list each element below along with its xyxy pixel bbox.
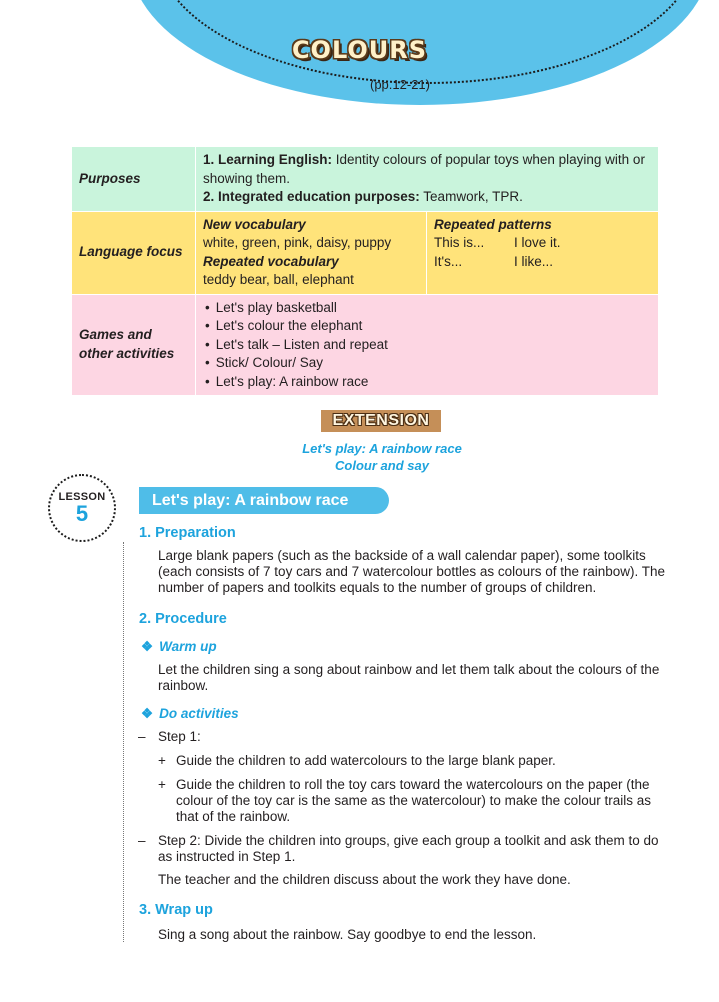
list-item: • Let's talk – Listen and repeat	[203, 336, 651, 355]
list-item: • Let's play basketball	[203, 299, 651, 318]
extension-subtitle-1: Let's play: A rainbow race	[302, 441, 462, 456]
pattern-a: This is...	[434, 235, 485, 250]
new-vocab-title: New vocabulary	[203, 216, 306, 232]
preparation-heading: 1. Preparation	[139, 525, 236, 541]
warmup-title: Warm up	[159, 639, 217, 654]
purposes-label: Purposes	[72, 147, 196, 212]
list-item: • Let's play: A rainbow race	[203, 373, 651, 392]
preparation-text: Large blank papers (such as the backside of a wall calendar paper), some toolkits (each consists of 7 toy cars and 7 watercolour bottles as colours of the rainbow). The number of papers and toolkits equals to the number of groups of children.	[158, 548, 666, 595]
step-1-item-text: Guide the children to add watercolours to the large blank paper.	[176, 753, 556, 768]
purpose-1-title: 1. Learning English:	[203, 152, 333, 167]
new-vocab: white, green, pink, daisy, puppy	[203, 235, 392, 250]
step-2-text: Step 2: Divide the children into groups, give each group a toolkit and ask them to do as instructed in Step 1.	[158, 833, 659, 864]
diamond-icon: ❖	[141, 639, 154, 654]
plus-bullet: +	[158, 753, 166, 768]
extension-banner: EXTENSION	[321, 410, 441, 432]
games-label: Games and other activities	[72, 294, 196, 396]
purpose-2-text: Teamwork, TPR.	[419, 189, 523, 204]
wrapup-text: Sing a song about the rainbow. Say goodbye to end the lesson.	[158, 927, 537, 942]
plus-bullet: +	[158, 777, 166, 792]
games-content	[196, 294, 659, 396]
lesson-title: Let's play: A rainbow race	[139, 487, 389, 514]
pattern-row	[434, 234, 651, 253]
pattern-a: It's...	[434, 253, 463, 269]
step-1-item	[158, 753, 663, 769]
wrapup-heading: 3. Wrap up	[139, 902, 213, 918]
activities-heading	[141, 706, 239, 722]
language-focus-label: Language focus	[72, 211, 196, 294]
page-range: (pp.12-21)	[370, 77, 430, 92]
pattern-b: I like...	[514, 253, 554, 269]
purpose-1-text: Identity colours of popular toys when playing with or showing them.	[203, 152, 645, 186]
warmup-text: Let the children sing a song about rainbow and let them talk about the colours of the rainbow.	[158, 662, 660, 693]
pattern-b: I love it.	[514, 235, 561, 250]
purpose-2-title: 2. Integrated education purposes:	[203, 189, 420, 204]
vocabulary-cell	[196, 211, 427, 294]
patterns-title: Repeated patterns	[434, 216, 552, 232]
step-1-item-text: Guide the children to roll the toy cars toward the watercolours on the paper (the colour of the toy car is the same as the watercolour) to make the colour trails as that of the rainbow.	[176, 777, 651, 824]
extension-subtitle-2: Colour and say	[335, 458, 429, 473]
lesson-number: 5	[75, 501, 89, 526]
page-title: COLOURS	[291, 36, 428, 64]
procedure-heading: 2. Procedure	[139, 611, 227, 627]
step-1-item	[158, 777, 663, 825]
dash-bullet: –	[138, 833, 146, 848]
repeated-vocab: teddy bear, ball, elephant	[203, 272, 354, 287]
repeated-vocab-title: Repeated vocabulary	[203, 253, 339, 269]
list-item: • Stick/ Colour/ Say	[203, 354, 651, 373]
lesson-divider	[123, 542, 124, 942]
lesson-overview-table	[71, 146, 659, 396]
diamond-icon: ❖	[141, 706, 154, 721]
list-item: • Let's colour the elephant	[203, 317, 651, 336]
step-1	[138, 729, 668, 745]
purposes-row	[72, 147, 659, 212]
purposes-content	[196, 147, 659, 212]
games-list	[203, 299, 651, 392]
step-2	[138, 833, 668, 865]
language-focus-row	[72, 211, 659, 294]
pattern-row	[434, 253, 651, 272]
warmup-heading	[141, 639, 217, 655]
discussion-text: The teacher and the children discuss about the work they have done.	[158, 872, 571, 887]
patterns-cell	[427, 211, 659, 294]
lesson-badge	[48, 474, 116, 542]
lesson-word: LESSON	[58, 491, 106, 503]
activities-title: Do activities	[159, 706, 239, 721]
step-1-text: Step 1:	[158, 729, 201, 744]
dash-bullet: –	[138, 729, 146, 744]
games-row	[72, 294, 659, 396]
